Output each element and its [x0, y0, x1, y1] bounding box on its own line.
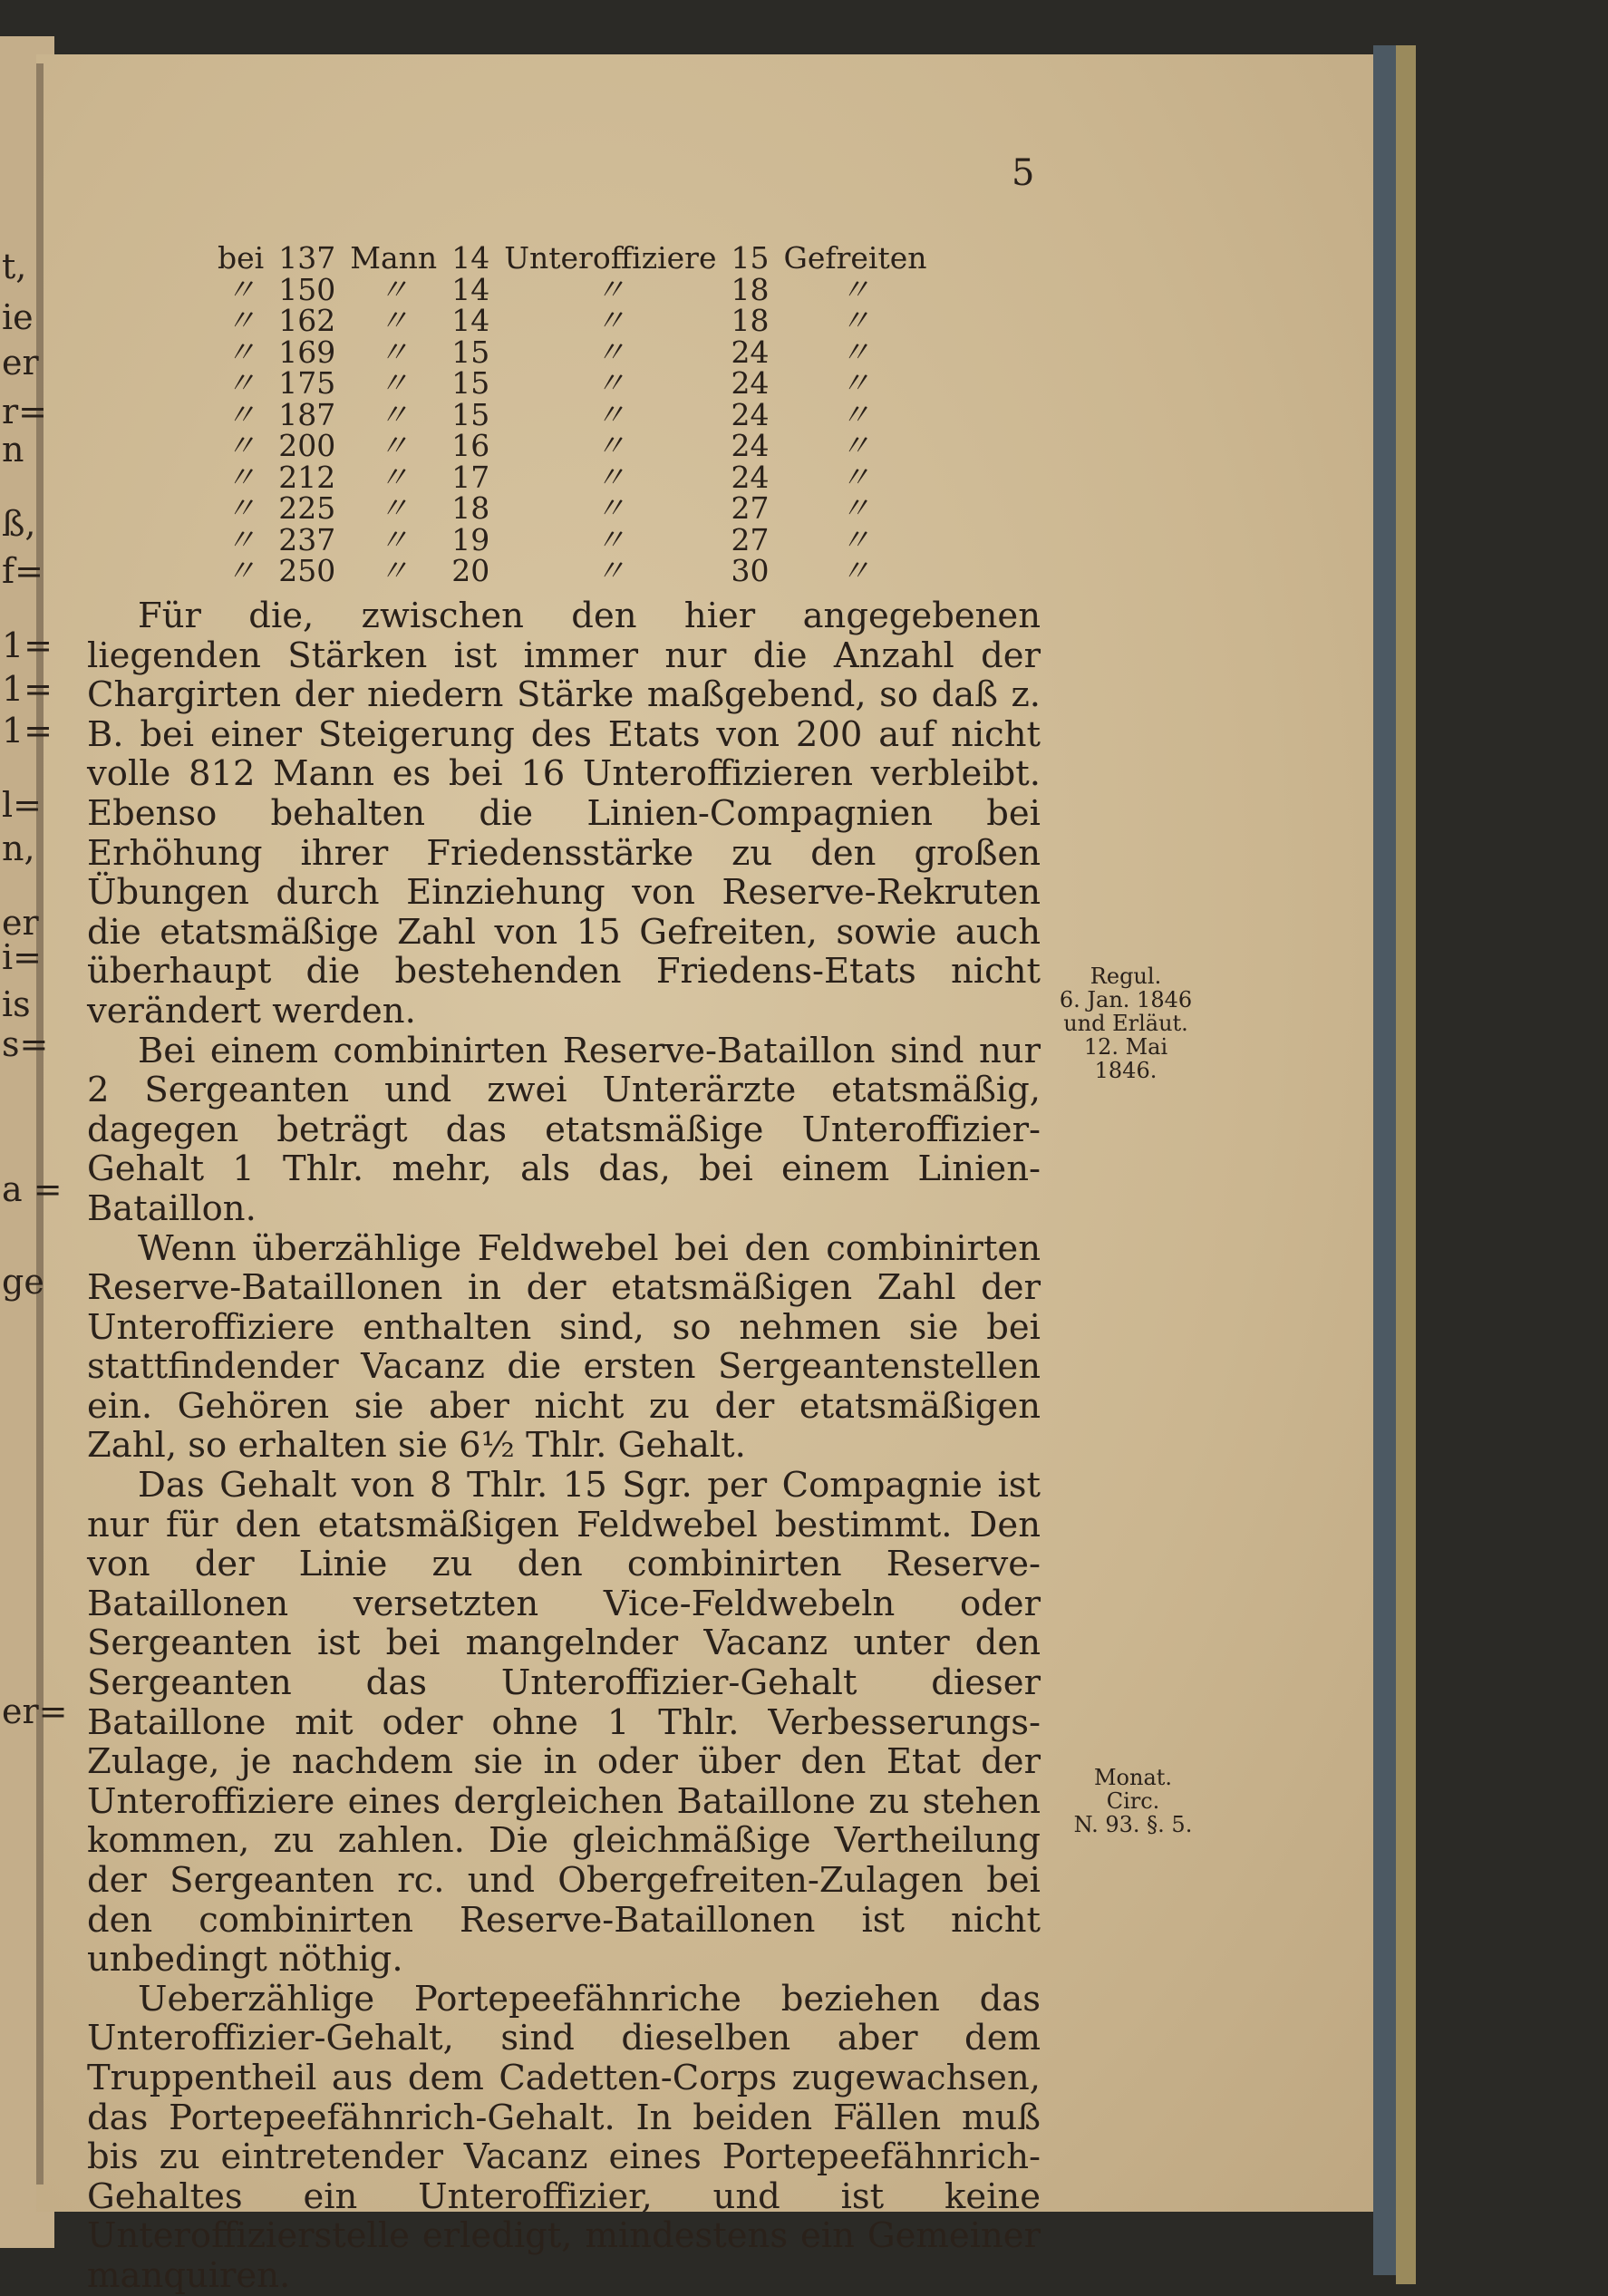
ditto-mark: 〃 — [378, 303, 409, 338]
previous-page-fragment: is — [2, 984, 31, 1024]
table-cell-mann: 150 — [278, 271, 336, 307]
previous-page-fragment: er — [2, 903, 39, 943]
ditto-mark: 〃 — [595, 490, 625, 526]
page-number: 5 — [1012, 152, 1035, 194]
ditto-mark: 〃 — [378, 365, 409, 401]
margin-note-line: Circ. — [1106, 1788, 1160, 1814]
ditto-mark: 〃 — [378, 271, 409, 307]
table-cell-gef: 18 — [731, 271, 770, 307]
ditto-mark: 〃 — [839, 271, 870, 307]
ditto-mark: 〃 — [595, 428, 625, 463]
ditto-mark: 〃 — [839, 396, 870, 432]
table-cell-gef: 27 — [731, 490, 770, 526]
table-cell-mann: 237 — [278, 521, 336, 557]
ditto-mark: 〃 — [839, 490, 870, 526]
table-cell-mann: 175 — [278, 365, 336, 401]
margin-note-line: 6. Jan. 1846 — [1059, 987, 1193, 1012]
ditto-mark: 〃 — [595, 334, 625, 370]
table-cell-mann: 225 — [278, 490, 336, 526]
ditto-mark: 〃 — [839, 553, 870, 588]
previous-page-fragment: er — [2, 343, 39, 383]
table-cell-gef: 24 — [731, 428, 770, 463]
ditto-mark: 〃 — [378, 521, 409, 557]
previous-page-fragment: 1= — [2, 625, 53, 665]
table-cell-gef: 24 — [731, 459, 770, 495]
table-prefix: bei — [218, 240, 265, 276]
paragraph: Ueberzählige Portepeefähnriche beziehen das Unteroffizier-Gehalt, sind dieselben aber dem Truppentheil aus dem Cadetten-Corps zugewachsen, das Portepeefähnrich-Gehalt. In beiden Fällen muß bis zu eintretender Vacanz eines Portepeefähnrich-Gehaltes ein Unteroffizier, und ist keine Unteroffizierstelle erledigt, mindestens ein Gemeiner manquiren. — [87, 1978, 1041, 2296]
table-row — [210, 556, 935, 587]
ditto-mark: 〃 — [378, 334, 409, 370]
table-row — [210, 462, 935, 494]
table-cell-gef: 24 — [731, 365, 770, 401]
previous-page-fragment: ß, — [2, 504, 36, 544]
paragraph: Das Gehalt von 8 Thlr. 15 Sgr. per Compagnie ist nur für den etatsmäßigen Feldwebel bestimmt. Den von der Linie zu den combinirten Reserve-Bataillonen versetzten Vice-Feldwebeln oder Sergeanten ist bei mangelnder Vacanz unter den Sergeanten das Unteroffizier-Gehalt dieser Bataillone mit oder ohne 1 Thlr. Verbesserungs-Zulage, je nachdem sie in oder über den Etat der Unteroffiziere eines dergleichen Bataillone zu stehen kommen, zu zahlen. Die gleichmäßige Vertheilung der Sergeanten rc. und Obergefreiten-Zulagen bei den combinirten Reserve-Bataillonen ist nicht unbedingt nöthig. — [87, 1465, 1041, 1981]
table-cell-uo: 17 — [451, 459, 490, 495]
ditto-mark: 〃 — [226, 521, 257, 557]
table-cell-gef: 30 — [731, 553, 770, 588]
table-cell-gef: 24 — [731, 334, 770, 370]
table-row — [210, 275, 935, 306]
paragraph: Bei einem combinirten Reserve-Bataillon sind nur 2 Sergeanten und zwei Unterärzte etatsmäßig, dagegen beträgt das etatsmäßige Unteroffizier-Gehalt 1 Thlr. mehr, als das, bei einem Linien-Bataillon. — [87, 1030, 1041, 1229]
ditto-mark: 〃 — [226, 365, 257, 401]
previous-page-fragment: f= — [2, 551, 44, 591]
table-cell-gef: 18 — [731, 303, 770, 338]
page-edge-stack — [1396, 45, 1416, 2284]
table-row — [210, 525, 935, 557]
previous-page-fragment: er= — [2, 1691, 68, 1731]
previous-page-fragment: n — [2, 430, 24, 470]
ditto-mark: 〃 — [226, 490, 257, 526]
previous-page-fragment: t, — [2, 247, 27, 286]
table-cell-uo: 14 — [451, 240, 490, 276]
table-cell-mann: 162 — [278, 303, 336, 338]
table-label-uo: Unteroffiziere — [504, 240, 717, 276]
body-text — [87, 596, 1041, 2296]
margin-note — [1053, 964, 1198, 1082]
table-cell-uo: 15 — [451, 396, 490, 432]
ditto-mark: 〃 — [226, 396, 257, 432]
table-cell-uo: 14 — [451, 303, 490, 338]
previous-page-fragment: a = — [2, 1169, 63, 1209]
ditto-mark: 〃 — [839, 521, 870, 557]
strength-table — [210, 240, 935, 588]
table-row — [210, 337, 935, 369]
ditto-mark: 〃 — [839, 459, 870, 495]
table-cell-uo: 15 — [451, 334, 490, 370]
ditto-mark: 〃 — [595, 521, 625, 557]
table-cell-mann: 200 — [278, 428, 336, 463]
margin-note-line: 12. Mai — [1083, 1034, 1168, 1060]
previous-page-fragment: i= — [2, 937, 42, 977]
ditto-mark: 〃 — [595, 396, 625, 432]
table-cell-uo: 15 — [451, 365, 490, 401]
table-row — [210, 431, 935, 462]
ditto-mark: 〃 — [839, 303, 870, 338]
ditto-mark: 〃 — [595, 459, 625, 495]
ditto-mark: 〃 — [839, 334, 870, 370]
ditto-mark: 〃 — [839, 365, 870, 401]
ditto-mark: 〃 — [595, 365, 625, 401]
paragraph: Für die, zwischen den hier angegebenen liegenden Stärken ist immer nur die Anzahl der Chargirten der niedern Stärke maßgebend, so daß z. B. bei einer Steigerung des Etats von 200 auf nicht volle 812 Mann es bei 16 Unteroffizieren verbleibt. Ebenso behalten die Linien-Compagnien bei Erhöhung ihrer Friedensstärke zu den großen Übungen durch Einziehung von Reserve-Rekruten die etatsmäßige Zahl von 15 Gefreiten, sowie auch überhaupt die bestehenden Friedens-Etats nicht verändert werden. — [87, 596, 1041, 1032]
previous-page-fragment: r= — [2, 392, 48, 431]
previous-page-fragment: 1= — [2, 711, 53, 751]
table-cell-uo: 20 — [451, 553, 490, 588]
table-row — [210, 305, 935, 337]
ditto-mark: 〃 — [595, 271, 625, 307]
ditto-mark: 〃 — [226, 459, 257, 495]
margin-note-line: und Erläut. — [1063, 1011, 1188, 1036]
margin-note-line: Monat. — [1093, 1765, 1173, 1790]
previous-page-fragment: ie — [2, 297, 34, 337]
ditto-mark: 〃 — [226, 271, 257, 307]
ditto-mark: 〃 — [378, 459, 409, 495]
table-cell-gef: 15 — [731, 240, 770, 276]
table-cell-uo: 18 — [451, 490, 490, 526]
ditto-mark: 〃 — [226, 303, 257, 338]
previous-page-fragment: l= — [2, 785, 42, 825]
previous-page-fragment: s= — [2, 1024, 49, 1064]
previous-page-fragment: n, — [2, 828, 35, 868]
table-header-row — [210, 243, 935, 275]
ditto-mark: 〃 — [595, 303, 625, 338]
table-cell-uo: 14 — [451, 271, 490, 307]
table-row — [210, 400, 935, 431]
table-cell-gef: 24 — [731, 396, 770, 432]
table-cell-mann: 137 — [278, 240, 336, 276]
table-cell-gef: 27 — [731, 521, 770, 557]
ditto-mark: 〃 — [378, 428, 409, 463]
ditto-mark: 〃 — [378, 490, 409, 526]
ditto-mark: 〃 — [839, 428, 870, 463]
ditto-mark: 〃 — [378, 553, 409, 588]
margin-note-line: N. 93. §. 5. — [1073, 1812, 1193, 1837]
ditto-mark: 〃 — [378, 396, 409, 432]
ditto-mark: 〃 — [226, 428, 257, 463]
previous-page-fragment: 1= — [2, 669, 53, 709]
table-cell-mann: 169 — [278, 334, 336, 370]
table-cell-mann: 212 — [278, 459, 336, 495]
table-cell-uo: 19 — [451, 521, 490, 557]
margin-note — [1061, 1766, 1206, 1836]
margin-note-line: 1846. — [1094, 1058, 1158, 1083]
previous-page-fragment: ge — [2, 1262, 44, 1302]
ditto-mark: 〃 — [226, 334, 257, 370]
table-label-gef: Gefreiten — [783, 240, 927, 276]
table-row — [210, 493, 935, 525]
table-cell-mann: 250 — [278, 553, 336, 588]
paragraph: Wenn überzählige Feldwebel bei den combinirten Reserve-Bataillonen in der etatsmäßigen Zahl der Unteroffiziere enthalten sind, so nehmen sie bei stattfindender Vacanz die ersten Sergeantenstellen ein. Gehören sie aber nicht zu der etatsmäßigen Zahl, so erhalten sie 6½ Thlr. Gehalt. — [87, 1227, 1041, 1467]
table-label-mann: Mann — [350, 240, 438, 276]
table-cell-mann: 187 — [278, 396, 336, 432]
table-row — [210, 368, 935, 400]
ditto-mark: 〃 — [226, 553, 257, 588]
table-cell-uo: 16 — [451, 428, 490, 463]
ditto-mark: 〃 — [595, 553, 625, 588]
margin-note-line: Regul. — [1090, 964, 1162, 989]
